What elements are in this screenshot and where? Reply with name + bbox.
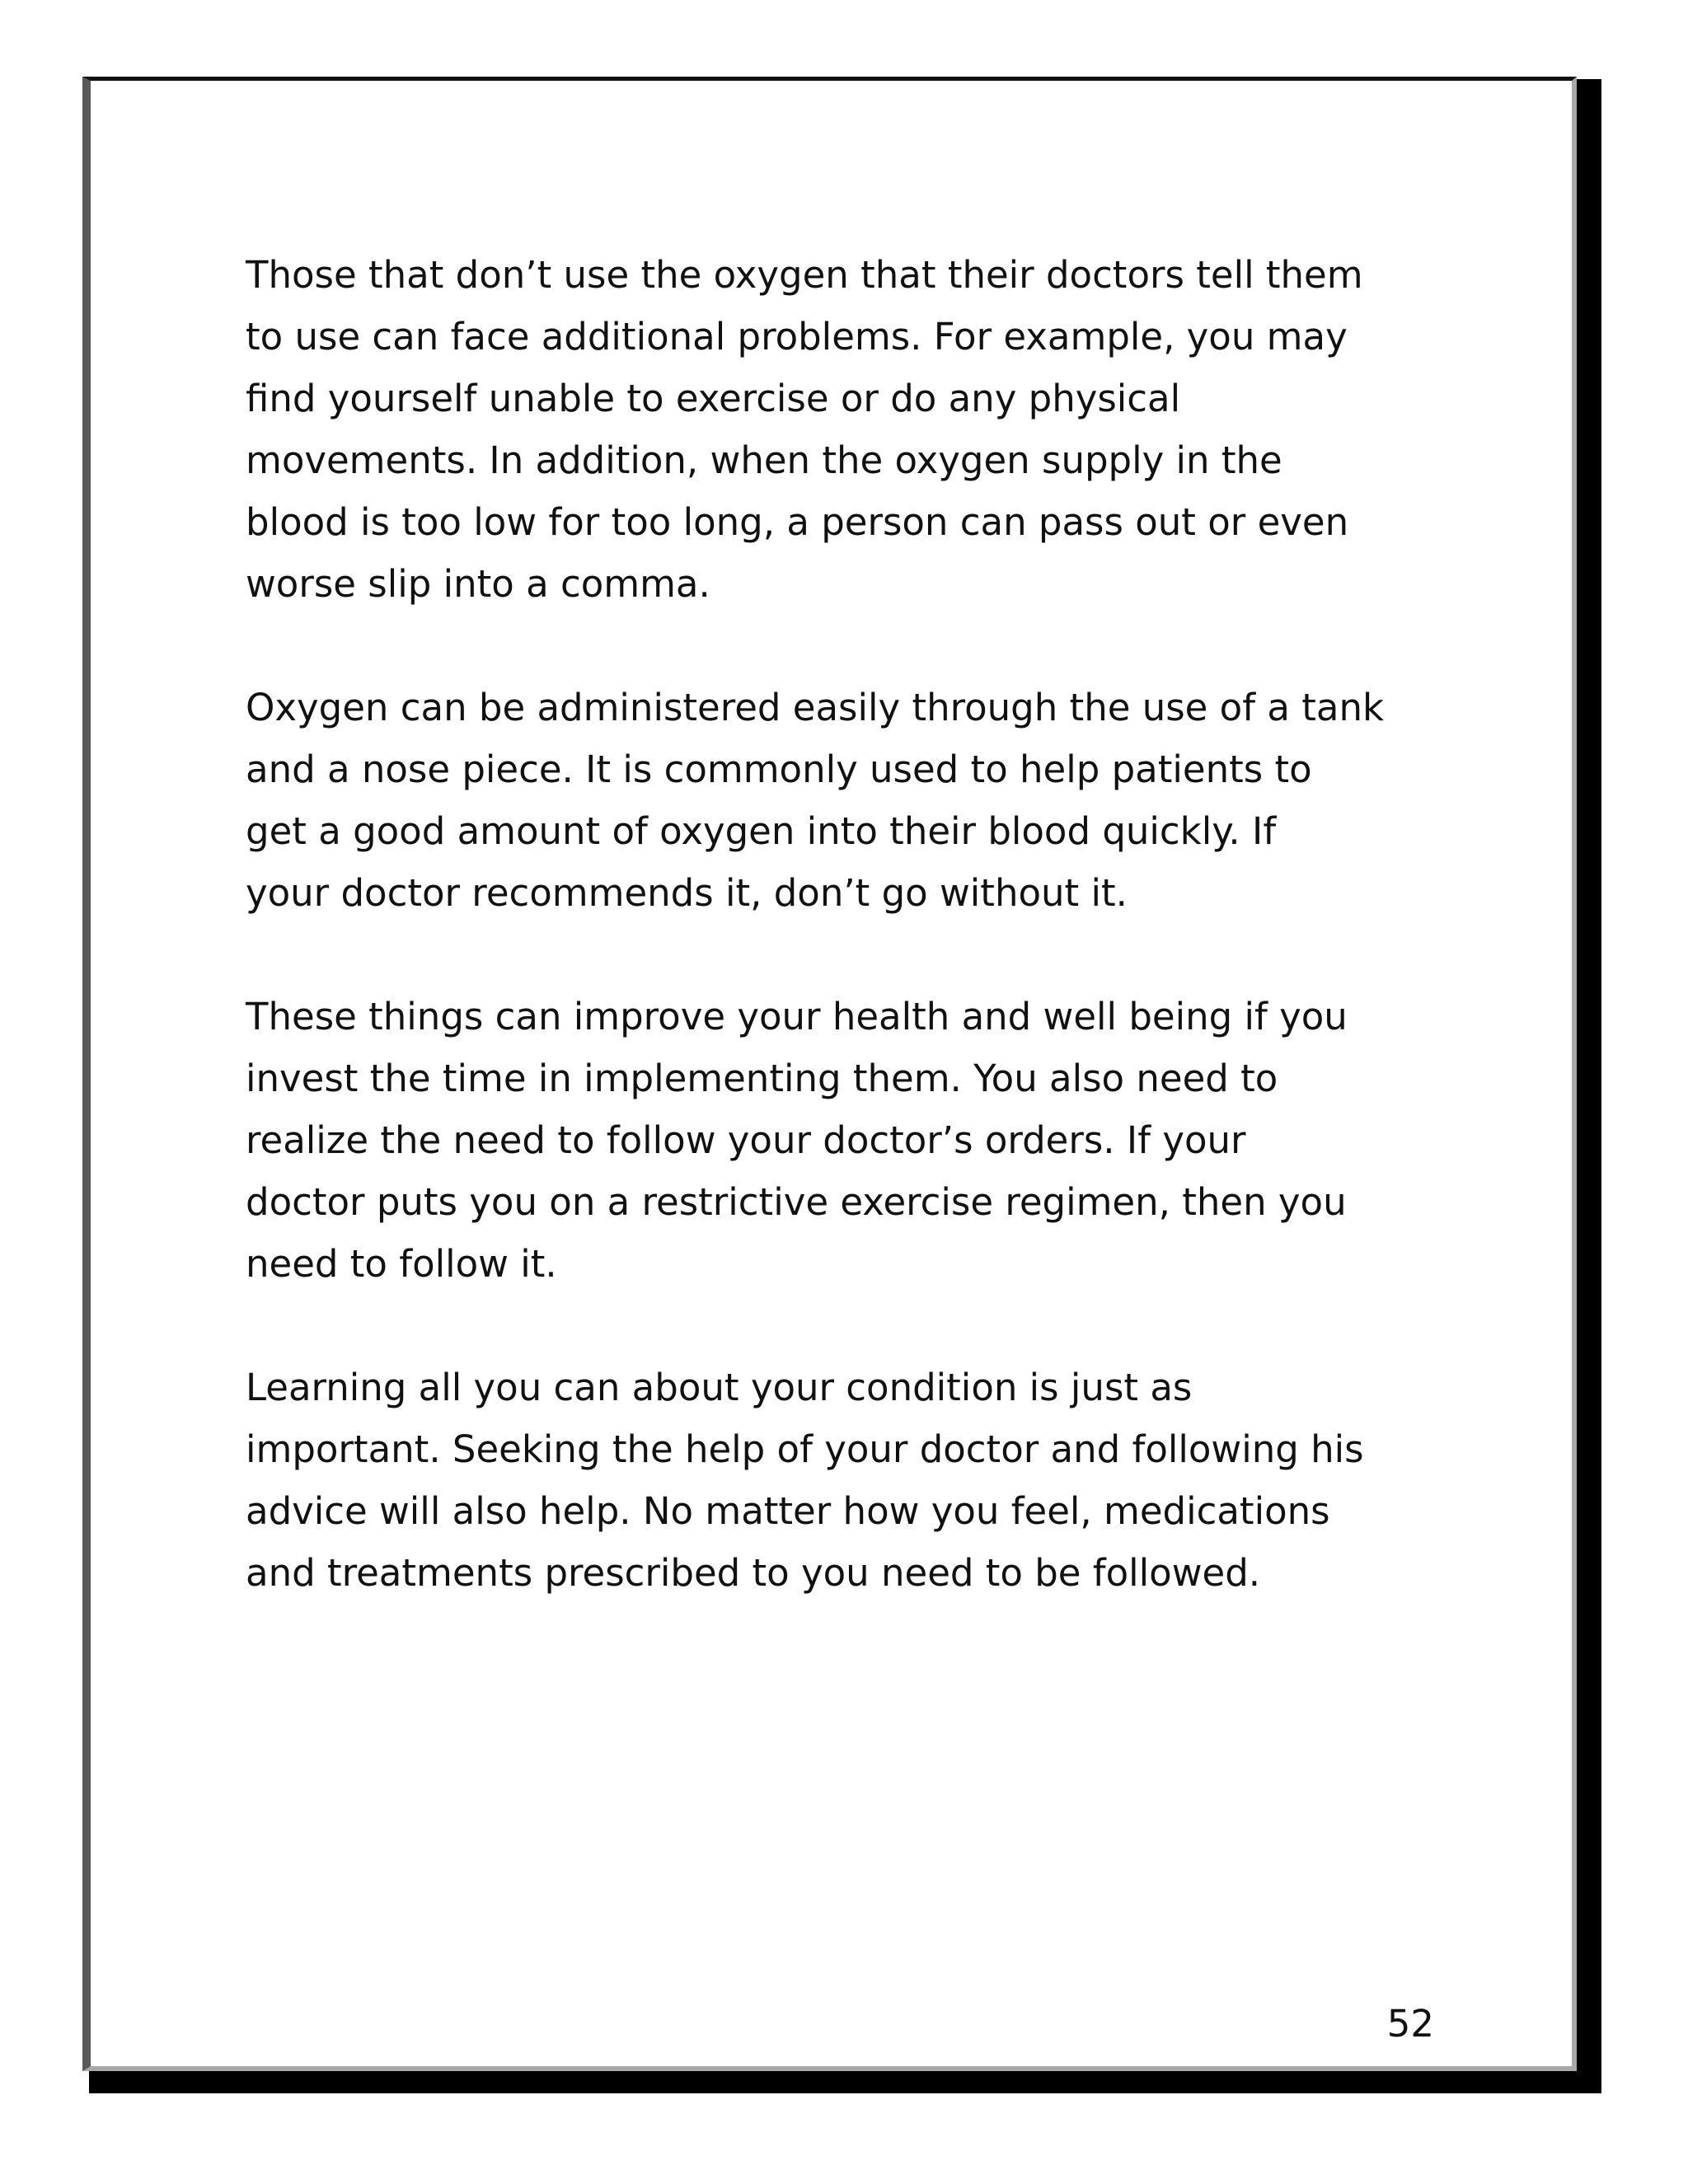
page-body [246, 244, 1432, 1604]
paragraph-follow-orders: These things can improve your health and well being if you invest the time in implementing them. You also need to realize the need to follow your doctor’s orders. If your doctor puts you on a restrictive exercise regimen, then you need to follow it. [246, 995, 1348, 1286]
page-shadow-bottom [89, 2071, 1601, 2093]
paragraph-learning: Learning all you can about your condition is just as important. Seeking the help of your doctor and following his advice will also help. No matter how you feel, medications and treatments prescribed to you need to be followed. [246, 1366, 1364, 1595]
page-shadow-right [1577, 79, 1601, 2082]
paragraph-oxygen-problems: Those that don’t use the oxygen that their doctors tell them to use can face additional problems. For example, you may find yourself unable to exercise or do any physical movements. In addition, when the oxygen supply in the blood is too low for too long, a person can pass out or even worse slip into a comma. [246, 253, 1363, 606]
paragraph-oxygen-administration: Oxygen can be administered easily through the use of a tank and a nose piece. It is commonly used to help patients to get a good amount of oxygen into their blood quickly. If your doctor recommends it, don’t go without it. [246, 686, 1385, 915]
page-number: 52 [1386, 2002, 1434, 2046]
